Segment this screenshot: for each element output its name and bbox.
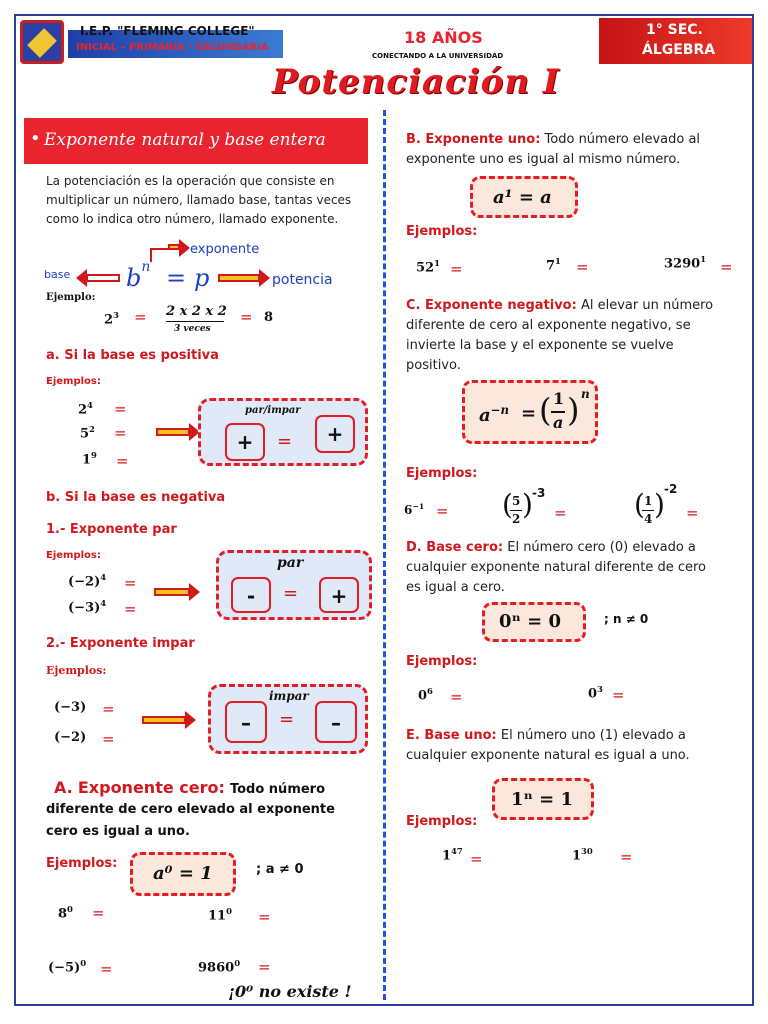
school-name: I.E.P. "FLEMING COLLEGE" [80, 24, 255, 38]
slogan: CONECTANDO A LA UNIVERSIDAD [372, 52, 504, 60]
subsection-b1-title: 1.- Exponente par [46, 522, 177, 537]
ejemplos-label: Ejemplos: [46, 550, 101, 561]
sign-rule-positive: par/impar + = + [198, 398, 368, 466]
rule-a-heading: A. Exponente cero: Todo número [54, 778, 326, 797]
subject: ÁLGEBRA [642, 42, 716, 58]
zero-power-note: ¡0⁰ no existe ! [228, 982, 352, 1001]
ejemplos-label: Ejemplos: [46, 664, 107, 677]
school-logo-icon [20, 20, 64, 64]
exponente-label: exponente [190, 242, 260, 257]
ejemplos-label: Ejemplos: [46, 856, 118, 871]
header [16, 16, 752, 66]
example-label: Ejemplo: [46, 292, 96, 303]
arrow-left-icon [86, 274, 120, 282]
ejemplos-label: Ejemplos: [406, 654, 478, 669]
subsection-a-title: a. Si la base es positiva [46, 348, 219, 363]
intro-text: La potenciación es la operación que consiste en multiplicar un número, llamado base, tantas veces como lo indica otro número, llamado exponente. [46, 174, 352, 226]
rule-a-text: cero es igual a uno. [46, 824, 190, 839]
arrow-right-icon [156, 428, 190, 436]
arrow-right-icon [154, 588, 190, 596]
grade: 1° SEC. [646, 22, 703, 38]
subsection-b2-title: 2.- Exponente impar [46, 636, 195, 651]
ejemplos-label: Ejemplos: [406, 224, 478, 239]
subsection-b-title: b. Si la base es negativa [46, 490, 226, 505]
arrow-right-icon [218, 274, 260, 282]
page-title: Potenciación I [272, 62, 560, 102]
rule-c-box: $a^{-n}$ = ( 1 a ) n [462, 380, 598, 444]
arrow-right-icon [142, 716, 186, 724]
arrow-right-icon [168, 244, 180, 250]
rule-c-text: C. Exponente negativo: Al elevar un número diferente de cero al exponente negativo, se invierte la base y el exponente se vuelve positivo. [406, 298, 714, 373]
column-divider [383, 110, 386, 1000]
rule-b-box: a¹ = a [470, 176, 578, 218]
school-levels: INICIAL – PRIMARIA - SECUNDARIA [76, 42, 269, 53]
sign-rule-odd: impar – = – [208, 684, 368, 754]
base-label: base [44, 268, 71, 281]
ejemplos-label: Ejemplos: [46, 376, 101, 387]
ejemplos-label: Ejemplos: [406, 466, 478, 481]
section-banner: • Exponente natural y base entera [24, 118, 368, 164]
section-title: Exponente natural y base entera [44, 130, 326, 150]
rule-d-box: 0ⁿ = 0 [482, 602, 586, 642]
years-badge: 18 AÑOS [404, 28, 483, 47]
rule-a-box: a⁰ = 1 [130, 852, 236, 896]
rule-d-text: D. Base cero: El número cero (0) elevado a cualquier exponente natural diferente de cero es igual a cero. [406, 540, 707, 595]
ejemplos-label: Ejemplos: [406, 814, 478, 829]
potencia-label: potencia [272, 272, 333, 288]
rule-a-condition: ; a ≠ 0 [256, 862, 304, 877]
sign-rule-even: par - = + [216, 550, 372, 620]
rule-d-condition: ; n ≠ 0 [604, 612, 649, 626]
rule-a-text: diferente de cero elevado al exponente [46, 802, 335, 817]
rule-e-text: E. Base uno: El número uno (1) elevado a cualquier exponente natural es igual a uno. [406, 728, 690, 763]
rule-b-text: B. Exponente uno: Todo número elevado al exponente uno es igual al mismo número. [406, 132, 701, 167]
rule-e-box: 1ⁿ = 1 [492, 778, 594, 820]
